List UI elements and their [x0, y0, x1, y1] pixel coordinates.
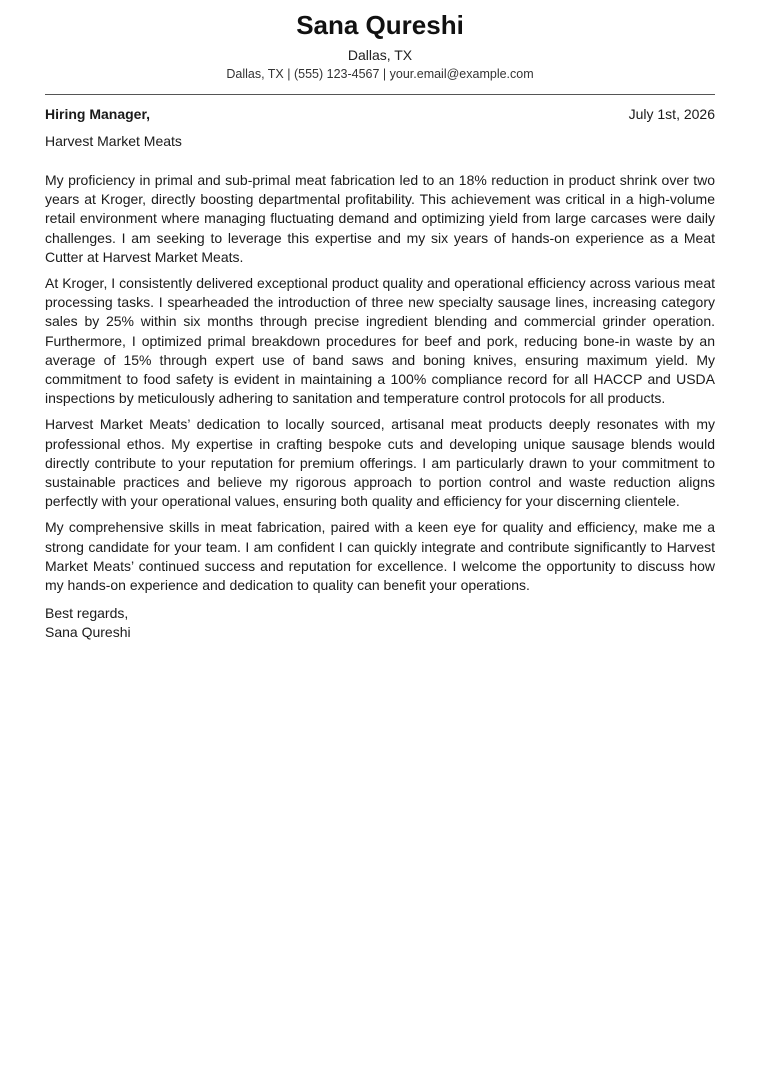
letter-closing [45, 604, 715, 642]
body-paragraph: My proficiency in primal and sub-primal meat fabrication led to an 18% reduction in product shrink over two years at Kroger, directly boosting departmental profitability. This achievement was critical in a high-volume retail environment where managing fluctuating demand and optimizing yield from large carcases were daily challenges. I am seeking to leverage this expertise and my six years of hands-on experience as a Meat Cutter at Harvest Market Meats. [45, 172, 715, 265]
applicant-location: Dallas, TX [347, 47, 413, 63]
applicant-contact-line: Dallas, TX | (555) 123-4567 | your.email@example.com [226, 67, 534, 81]
body-paragraph: Harvest Market Meats’ dedication to locally sourced, artisanal meat products deeply resonates with my professional ethos. My expertise in crafting bespoke cuts and developing unique sausage blends would directly contribute to your reputation for premium offerings. I am particularly drawn to your commitment to sustainable practices and believe my rigorous approach to portion control and waste reduction aligns perfectly with your operational values, ensuring both quality and efficiency for your discerning clientele. [45, 416, 715, 510]
header-divider [45, 94, 715, 95]
recipient-date-row [45, 105, 715, 123]
applicant-name: Sana Qureshi [296, 10, 464, 40]
body-paragraph: At Kroger, I consistently delivered exceptional product quality and operational efficiency across various meat processing tasks. I spearheaded the introduction of three new specialty sausage lines, increasing category sales by 25% within six months through precise ingredient blending and commercial grinder operation. Furthermore, I optimized primal breakdown procedures for beef and pork, reducing bone-in waste by an average of 15% through expert use of band saws and boning knives, ensuring maximum yield. My commitment to food safety is evident in maintaining a 100% compliance record for all HACCP and USDA inspections by meticulously adhering to sanitation and temperature control protocols for all products. [45, 275, 715, 407]
recipient-salutation: Hiring Manager, [45, 106, 151, 122]
letter-body [45, 171, 715, 595]
letter-date: July 1st, 2026 [628, 106, 715, 122]
signature-name: Sana Qureshi [45, 624, 131, 641]
signoff: Best regards, [45, 605, 129, 622]
recipient-company: Harvest Market Meats [45, 133, 182, 149]
body-paragraph: My comprehensive skills in meat fabrication, paired with a keen eye for quality and efficiency, make me a strong candidate for your team. I am confident I can quickly integrate and contribute significantly to Harvest Market Meats’ continued success and reputation for excellence. I welcome the opportunity to discuss how my hands-on experience and dedication to quality can benefit your operations. [45, 519, 715, 594]
